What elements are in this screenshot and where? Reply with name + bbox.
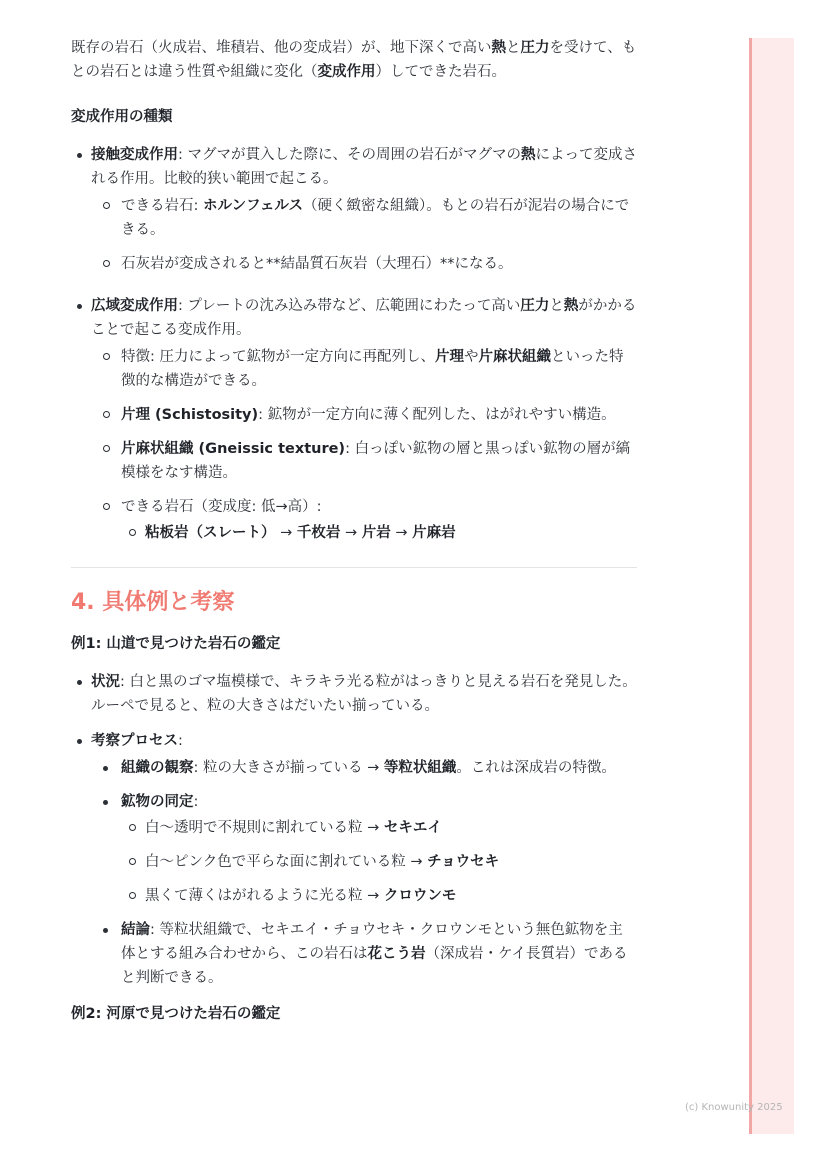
metamorphism-types-list — [71, 143, 637, 545]
list-item-grade-sequence — [121, 521, 637, 545]
texture-bold: 等粒状組織 — [383, 760, 457, 776]
feature-text: や — [464, 349, 479, 365]
types-heading: 変成作用の種類 — [71, 109, 173, 125]
mineral-text: 白〜ピンク色で平らな面に割れている粒 → — [145, 854, 428, 870]
arrow: → — [390, 525, 413, 541]
list-item-schistosity — [91, 403, 637, 427]
list-item-feature — [91, 345, 637, 393]
process-label: 考察プロセス — [91, 733, 178, 749]
limestone-text: 石灰岩が変成されると**結晶質石灰岩（大理石）**になる。 — [121, 256, 513, 272]
mineral-text: 黒くて薄くはがれるように光る粒 → — [145, 888, 384, 904]
hornfels-bold: ホルンフェルス — [203, 198, 303, 214]
contact-text: によって変成される作用。比較的狭い範囲で起こる。 — [91, 147, 637, 187]
hornfels-prefix: できる岩石: — [121, 198, 203, 214]
rock-phyllite: 千枚岩 — [296, 525, 341, 541]
intro-paragraph — [71, 36, 637, 84]
list-item-grade — [91, 495, 637, 545]
list-item-gneissic — [91, 437, 637, 485]
list-item-conclusion — [91, 918, 637, 990]
intro-bold-heat: 熱 — [491, 40, 506, 56]
list-item-situation — [71, 670, 637, 718]
feature-text: といった特徴的な構造ができる。 — [121, 349, 624, 389]
process-colon: : — [178, 733, 183, 749]
feature-bold-gneissic: 片麻状組織 — [478, 349, 551, 365]
regional-text: と — [549, 298, 564, 314]
mineral-biotite: クロウンモ — [383, 888, 457, 904]
intro-bold-pressure: 圧力 — [520, 40, 550, 56]
section-4-title: 4. 具体例と考察 — [71, 590, 235, 615]
margin-band — [749, 38, 794, 1134]
grade-text: できる岩石（変成度: 低→高）: — [121, 499, 322, 515]
texture-text: : 粒の大きさが揃っている → — [193, 760, 384, 776]
texture-text: 。これは深成岩の特徴。 — [456, 760, 616, 776]
rock-schist: 片岩 — [361, 525, 391, 541]
list-item-limestone — [91, 252, 637, 276]
contact-sublist — [91, 194, 637, 276]
process-sublist — [91, 756, 637, 990]
intro-text: を受けて、もとの岩石とは違う性質や組織に変化（ — [71, 40, 637, 80]
situation-label: 状況 — [91, 674, 120, 690]
conclusion-text: （深成岩・ケイ長質岩）であると判断できる。 — [121, 946, 628, 986]
list-item-texture — [91, 756, 637, 780]
intro-bold-metamorphism: 変成作用 — [317, 64, 376, 80]
intro-text: 既存の岩石（火成岩、堆積岩、他の変成岩）が、地下深くで高い — [71, 40, 492, 56]
example-2-title: 例2: 河原で見つけた岩石の鑑定 — [71, 1006, 281, 1022]
list-item-process — [71, 729, 637, 990]
arrow: → — [340, 525, 362, 541]
list-item-quartz — [121, 816, 637, 840]
contact-text: : マグマが貫入した際に、その周囲の岩石がマグマの — [178, 147, 521, 163]
schistosity-desc: : 鉱物が一定方向に薄く配列した、はがれやすい構造。 — [258, 407, 616, 423]
mineral-text: 白〜透明で不規則に割れている粒 → — [145, 820, 384, 836]
grade-sublist — [121, 521, 637, 545]
regional-text: がかかることで起こる変成作用。 — [91, 298, 637, 338]
conclusion-bold: 花こう岩 — [367, 946, 426, 962]
intro-text: と — [506, 40, 521, 56]
situation-text: : 白と黒のゴマ塩模様で、キラキラ光る粒がはっきりと見える岩石を発見した。ルーペで見ると、粒の大きさはだいたい揃っている。 — [91, 674, 637, 714]
schistosity-label: 片理 (Schistosity) — [121, 407, 259, 423]
mineral-sublist — [121, 816, 637, 908]
contact-label: 接触変成作用 — [91, 147, 178, 163]
list-item-contact — [71, 143, 637, 276]
conclusion-label: 結論 — [121, 922, 150, 938]
texture-label: 組織の観察 — [121, 760, 194, 776]
intro-text: ）してできた岩石。 — [375, 64, 506, 80]
mineral-feldspar: チョウセキ — [427, 854, 500, 870]
list-item-mineral — [91, 790, 637, 908]
hornfels-text: （硬く緻密な組織）。もとの岩石が泥岩の場合にできる。 — [121, 198, 630, 238]
regional-sublist — [91, 345, 637, 545]
gneissic-label: 片麻状組織 (Gneissic texture) — [121, 441, 346, 457]
regional-bold-pressure: 圧力 — [520, 298, 550, 314]
mineral-colon: : — [193, 794, 199, 810]
example-1-list — [71, 670, 637, 990]
list-item-feldspar — [121, 850, 637, 874]
mineral-label: 鉱物の同定 — [121, 794, 194, 810]
page-content — [71, 30, 637, 1026]
conclusion-text: : 等粒状組織で、セキエイ・チョウセキ・クロウンモという無色鉱物を主体とする組み合わせから、この岩石は — [121, 922, 623, 962]
gneissic-desc: : 白っぽい鉱物の層と黒っぽい鉱物の層が縞模様をなす構造。 — [121, 441, 631, 481]
arrow: → — [275, 525, 297, 541]
regional-label: 広域変成作用 — [91, 298, 178, 314]
rock-slate: 粘板岩（スレート） — [145, 525, 276, 541]
contact-bold-heat: 熱 — [521, 147, 536, 163]
feature-bold-schistosity: 片理 — [435, 349, 464, 365]
list-item-hornfels — [91, 194, 637, 242]
footer-copyright: (c) Knowunity 2025 — [685, 1102, 783, 1113]
list-item-biotite — [121, 884, 637, 908]
mineral-quartz: セキエイ — [383, 820, 442, 836]
regional-bold-heat: 熱 — [563, 298, 579, 314]
list-item-regional — [71, 294, 637, 545]
regional-text: : プレートの沈み込み帯など、広範囲にわたって高い — [178, 298, 521, 314]
rock-gneiss: 片麻岩 — [412, 525, 456, 541]
example-1-title: 例1: 山道で見つけた岩石の鑑定 — [71, 636, 281, 652]
section-divider — [71, 567, 637, 568]
feature-text: 特徴: 圧力によって鉱物が一定方向に再配列し、 — [121, 349, 435, 365]
